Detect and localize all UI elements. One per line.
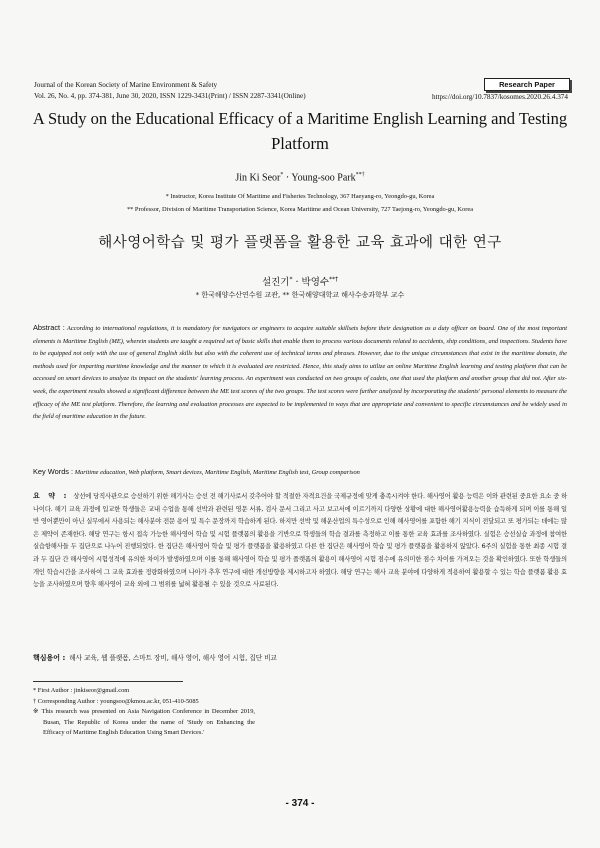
author-2: Young-soo Park: [291, 172, 356, 184]
authors-kr: [0, 274, 600, 288]
page-number: - 374 -: [285, 798, 315, 809]
paper-title-en: A Study on the Educational Efficacy of a Maritime English Learning and Testing Platform: [32, 109, 568, 153]
abstract-kr-text: 상선에 당직사관으로 승선하기 위한 해기사는 승선 전 해기사로서 갖추어야 할 적절한 자격요건을 국제규정에 맞게 충족시켜야 한다. 해사영어 활용 능력은 이와 관련된 중요한 요소 중 하나이다. 해기 교육 과정에 입교한 학생들은 교내 수업을 통해 선박과 관련된 영문 서류, 검사 문서 그리고 사고 보고서에 이르기까지 다양한 상황에 대한 해사영어활용능력을 습득하게 되며 이를 통해 일반 영어뿐만이 아닌 실무에서 사용되는 해사분야 전문 용어 및 특수 문장까지 학습하게 된다. 하지만 선박 및 해운산업의 특수성으로 인해 해사영어를 포함한 해기 지식이 전달되고 또 평가되는 데에는 많은 제약이 존재한다. 해당 연구는 항시 접속 가능한 해사영어 학습 및 시험 플랫폼의 활용을 기반으로 학생들의 학습 결과를 측정하고 이를 통한 교육 효과를 조사하였다. 실험은 승선실습 과정에 참여한 실습항해사들 두 집단으로 나누어 진행되었다. 한 집단은 해사영어 학습 및 평가 플랫폼을 활용하였고 다른 한 집단은 해사영어 학습 및 평가 플랫폼을 활용하지 않았다. 6주의 실험을 통한 최종 시험 결과 두 집단 간 해사영어 시험성적에 유의한 차이가 발생하였으며 이를 통해 해사영어 학습 및 평가 플랫폼의 활용이 해사영어 시험 점수에 유의미한 점수 차이를 가져오는 것을 확인하였다. 또한 학생들의 개인 학습시간을 조사하여 그 교육 효과를 정량화하였으며 나아가 추후 연구에 대한 개선방향을 제시하고자 하였다. 해당 연구는 해사 교육 분야에 다양하게 적용하여 활용할 수 있는 학습 플랫폼 활용 효능을 조사하였으며 향후 해사영어 교육 외에 그 범위를 넓혀 활용될 수 있을 것으로 사료된다.: [33, 493, 568, 589]
journal-header: [34, 80, 306, 102]
affiliation-1: * Instructor, Korea Institute Of Maritime and Fisheries Technology, 367 Haeyang-ro, Yeongdo-gu, Korea: [165, 193, 435, 200]
keywords-kr-label: 핵심용어 :: [33, 654, 66, 662]
author-1: Jin Ki Seor: [235, 172, 281, 184]
footnote-divider: [33, 681, 183, 682]
footnote-presentation-note: ※ This research was presented on Asia Navigation Conference in December 2019, Busan, The Republic of Korea under the name of 'Study on Enhancing the Efficacy of Maritime English Education Using Smart Devices.': [33, 708, 255, 736]
author-separator: ·: [283, 172, 292, 184]
author-1-kr: 설진기: [261, 277, 290, 288]
keywords-text: Maritime education, Web platform, Smart devices, Maritime English, Maritime English test, Group comparison: [74, 469, 360, 476]
keywords-kr-text: 해사 교육, 웹 플랫폼, 스마트 장비, 해사 영어, 해사 영어 시험, 집단 비교: [69, 654, 277, 662]
paper-type-badge: Research Paper: [484, 78, 570, 91]
abstract-kr-label: 요 약 :: [33, 492, 70, 500]
author-2-kr: 박영수: [301, 277, 330, 288]
abstract-text: According to international regulations, it is mandatory for navigators or engineers to acquire suitable skillsets before their designation as a duty officer on board. One of the most important elements is Maritime English (ME), wherein students are taught a required set of basic skills that enable them to process various documents related to accidents, ship conditions, and inspections. Students have to be equipped not only with the use of general English skills but also with the coherent use of technical terms and phrases. However, due to the unique circumstances that exist in the maritime domain, the methods used for imparting maritime knowledge and the manner in which it is evaluated are restricted. Hence, this study aims to utilize an online Maritime English learning and testing platform that can be accessed on smart devices to analyze its impact on the students' learning process. An experiment was conducted on two groups of cadets, one that used the platform and another group that did not. After six-week, the experiment results showed a significant difference between the ME test scores of the two groups. The test scores were further analyzed by incorporating the students' personal elements to measure the efficacy of the ME test platform. Therefore, the learning and evaluation processes are expected to be implemented in ways that are appropriate and convenient to specific circumstances and be widely used in the field of maritime education in the future.: [33, 325, 568, 421]
journal-volume: Vol. 26, No. 4, pp. 374-381, June 30, 2020, ISSN 1229-3431(Print) / ISSN 2287-3341(Online): [34, 92, 306, 100]
keywords-label: Key Words :: [33, 467, 74, 476]
footnote-corresponding-author: † Corresponding Author : youngsoo@kmou.ac.kr, 051-410-5085: [33, 697, 199, 705]
footnotes: [33, 686, 255, 739]
author-kr-separator: ·: [292, 277, 302, 288]
affiliations-kr: * 한국해양수산연수원 교관, ** 한국해양대학교 해사수송과학부 교수: [195, 291, 405, 299]
abstract-en: [33, 322, 567, 424]
paper-title-kr: 해사영어학습 및 평가 플랫폼을 활용한 교육 효과에 대한 연구: [98, 235, 502, 251]
doi-link[interactable]: https://doi.org/10.7837/kosomes.2020.26.4.374: [431, 93, 568, 101]
footnote-first-author: * First Author : jinkiseor@gmail.com: [33, 687, 130, 694]
keywords-en: [33, 467, 567, 476]
authors-en: [0, 172, 600, 183]
author-1-mark: *: [280, 172, 284, 178]
author-2-mark: **†: [355, 172, 365, 178]
keywords-kr: [33, 652, 567, 663]
author-1-kr-mark: *: [289, 275, 293, 283]
journal-name: Journal of the Korean Society of Marine Environment & Safety: [34, 81, 218, 89]
abstract-kr: [33, 490, 567, 592]
author-2-kr-mark: **†: [329, 275, 339, 283]
abstract-label: Abstract :: [33, 323, 65, 332]
affiliation-2: ** Professor, Division of Maritime Transportation Science, Korea Maritime and Ocean University, 727 Taejong-ro, Yeongdo-gu, Korea: [126, 206, 474, 213]
